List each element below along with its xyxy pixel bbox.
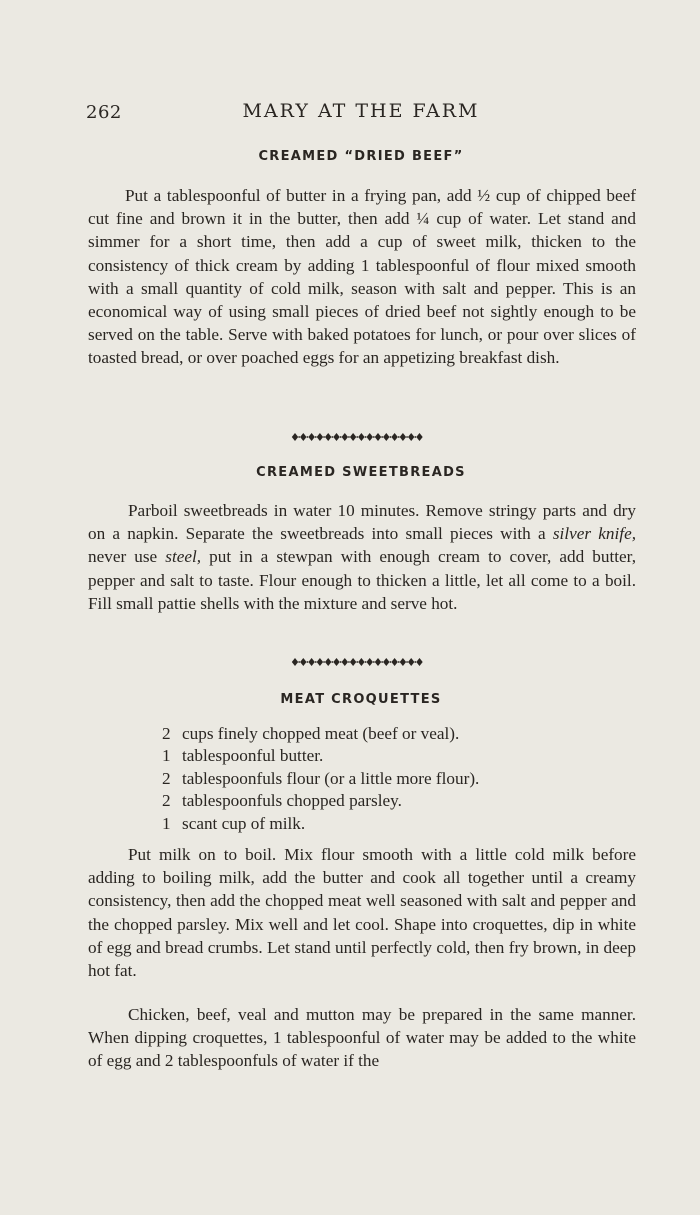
ingredient-text: tablespoonfuls chopped parsley. bbox=[182, 791, 402, 811]
ingredient-item bbox=[162, 790, 582, 812]
section-title-creamed-sweetbreads: CREAMED SWEETBREADS bbox=[256, 465, 466, 480]
text-run: put in a stewpan with enough cream to cover, add butter, pepper and salt to taste. Flour enough to thicken a little, let all come to a boil. Fill small pattie shells with the mixture and serve hot. bbox=[88, 547, 636, 613]
ingredient-text: scant cup of milk. bbox=[182, 813, 306, 833]
ingredient-item bbox=[162, 745, 582, 767]
book-title: MARY AT THE FARM bbox=[242, 100, 480, 122]
paragraph-croquettes-method: Put milk on to boil. Mix flour smooth with a little cold milk before adding to boiling milk, add the butter and cook all together until a creamy consistency, then add the chopped meat well seasoned with salt and pepper and the chopped parsley. Mix well and let cool. Shape into croquettes, dip in white of egg and bread crumbs. Let stand until perfectly cold, then fry brown, in deep hot fat. bbox=[88, 845, 636, 981]
italic-run-silver-knife: silver knife, bbox=[552, 524, 636, 544]
ingredient-text: tablespoonfuls flour (or a little more flour). bbox=[182, 768, 480, 788]
section-title-creamed-dried-beef: CREAMED “DRIED BEEF” bbox=[258, 149, 464, 164]
italic-run-steel: steel, bbox=[165, 547, 202, 567]
text-run: never use bbox=[88, 547, 166, 567]
diamond-chain-ornament bbox=[290, 432, 430, 442]
ingredient-item bbox=[162, 813, 582, 835]
ingredient-item bbox=[162, 768, 582, 790]
running-head bbox=[86, 98, 636, 128]
ingredient-text: cups finely chopped meat (beef or veal). bbox=[182, 724, 460, 743]
ingredient-qty: 2 bbox=[162, 768, 171, 788]
paragraph-croquettes-variation: Chicken, beef, veal and mutton may be prepared in the same manner. When dipping croquettes, 1 tablespoonful of water may be added to the white of egg and 2 tablespoonfuls of water if the bbox=[88, 1005, 636, 1071]
text-run: Parboil sweetbreads in water 10 minutes. Remove stringy parts and dry on a napkin. Separate the sweetbreads into small pieces with a bbox=[88, 501, 636, 544]
ingredient-qty: 1 bbox=[162, 813, 171, 833]
paragraph-dried-beef: Put a tablespoonful of butter in a frying pan, add ½ cup of chipped beef cut fine and brown it in the butter, then add ¼ cup of water. Let stand and simmer for a short time, then add a cup of sweet milk, thicken to the consistency of thick cream by adding 1 tablespoonful of flour mixed smooth with a small quantity of cold milk, season with salt and pepper. This is an economical way of using small pieces of dried beef not sightly enough to be served on the table. Serve with baked potatoes for lunch, or pour over slices of toasted bread, or over poached eggs for an appetizing breakfast dish. bbox=[88, 186, 636, 368]
ingredient-qty: 2 bbox=[162, 724, 171, 743]
page-number: 262 bbox=[86, 102, 122, 123]
ingredient-qty: 1 bbox=[162, 746, 171, 766]
section-title-meat-croquettes: MEAT CROQUETTES bbox=[280, 692, 442, 707]
ingredient-item bbox=[162, 723, 582, 745]
ingredient-qty: 2 bbox=[162, 791, 171, 811]
ingredient-list bbox=[162, 723, 582, 835]
paragraph-sweetbreads bbox=[88, 499, 636, 615]
ingredient-text: tablespoonful butter. bbox=[182, 746, 324, 766]
diamond-chain-ornament bbox=[290, 657, 430, 667]
